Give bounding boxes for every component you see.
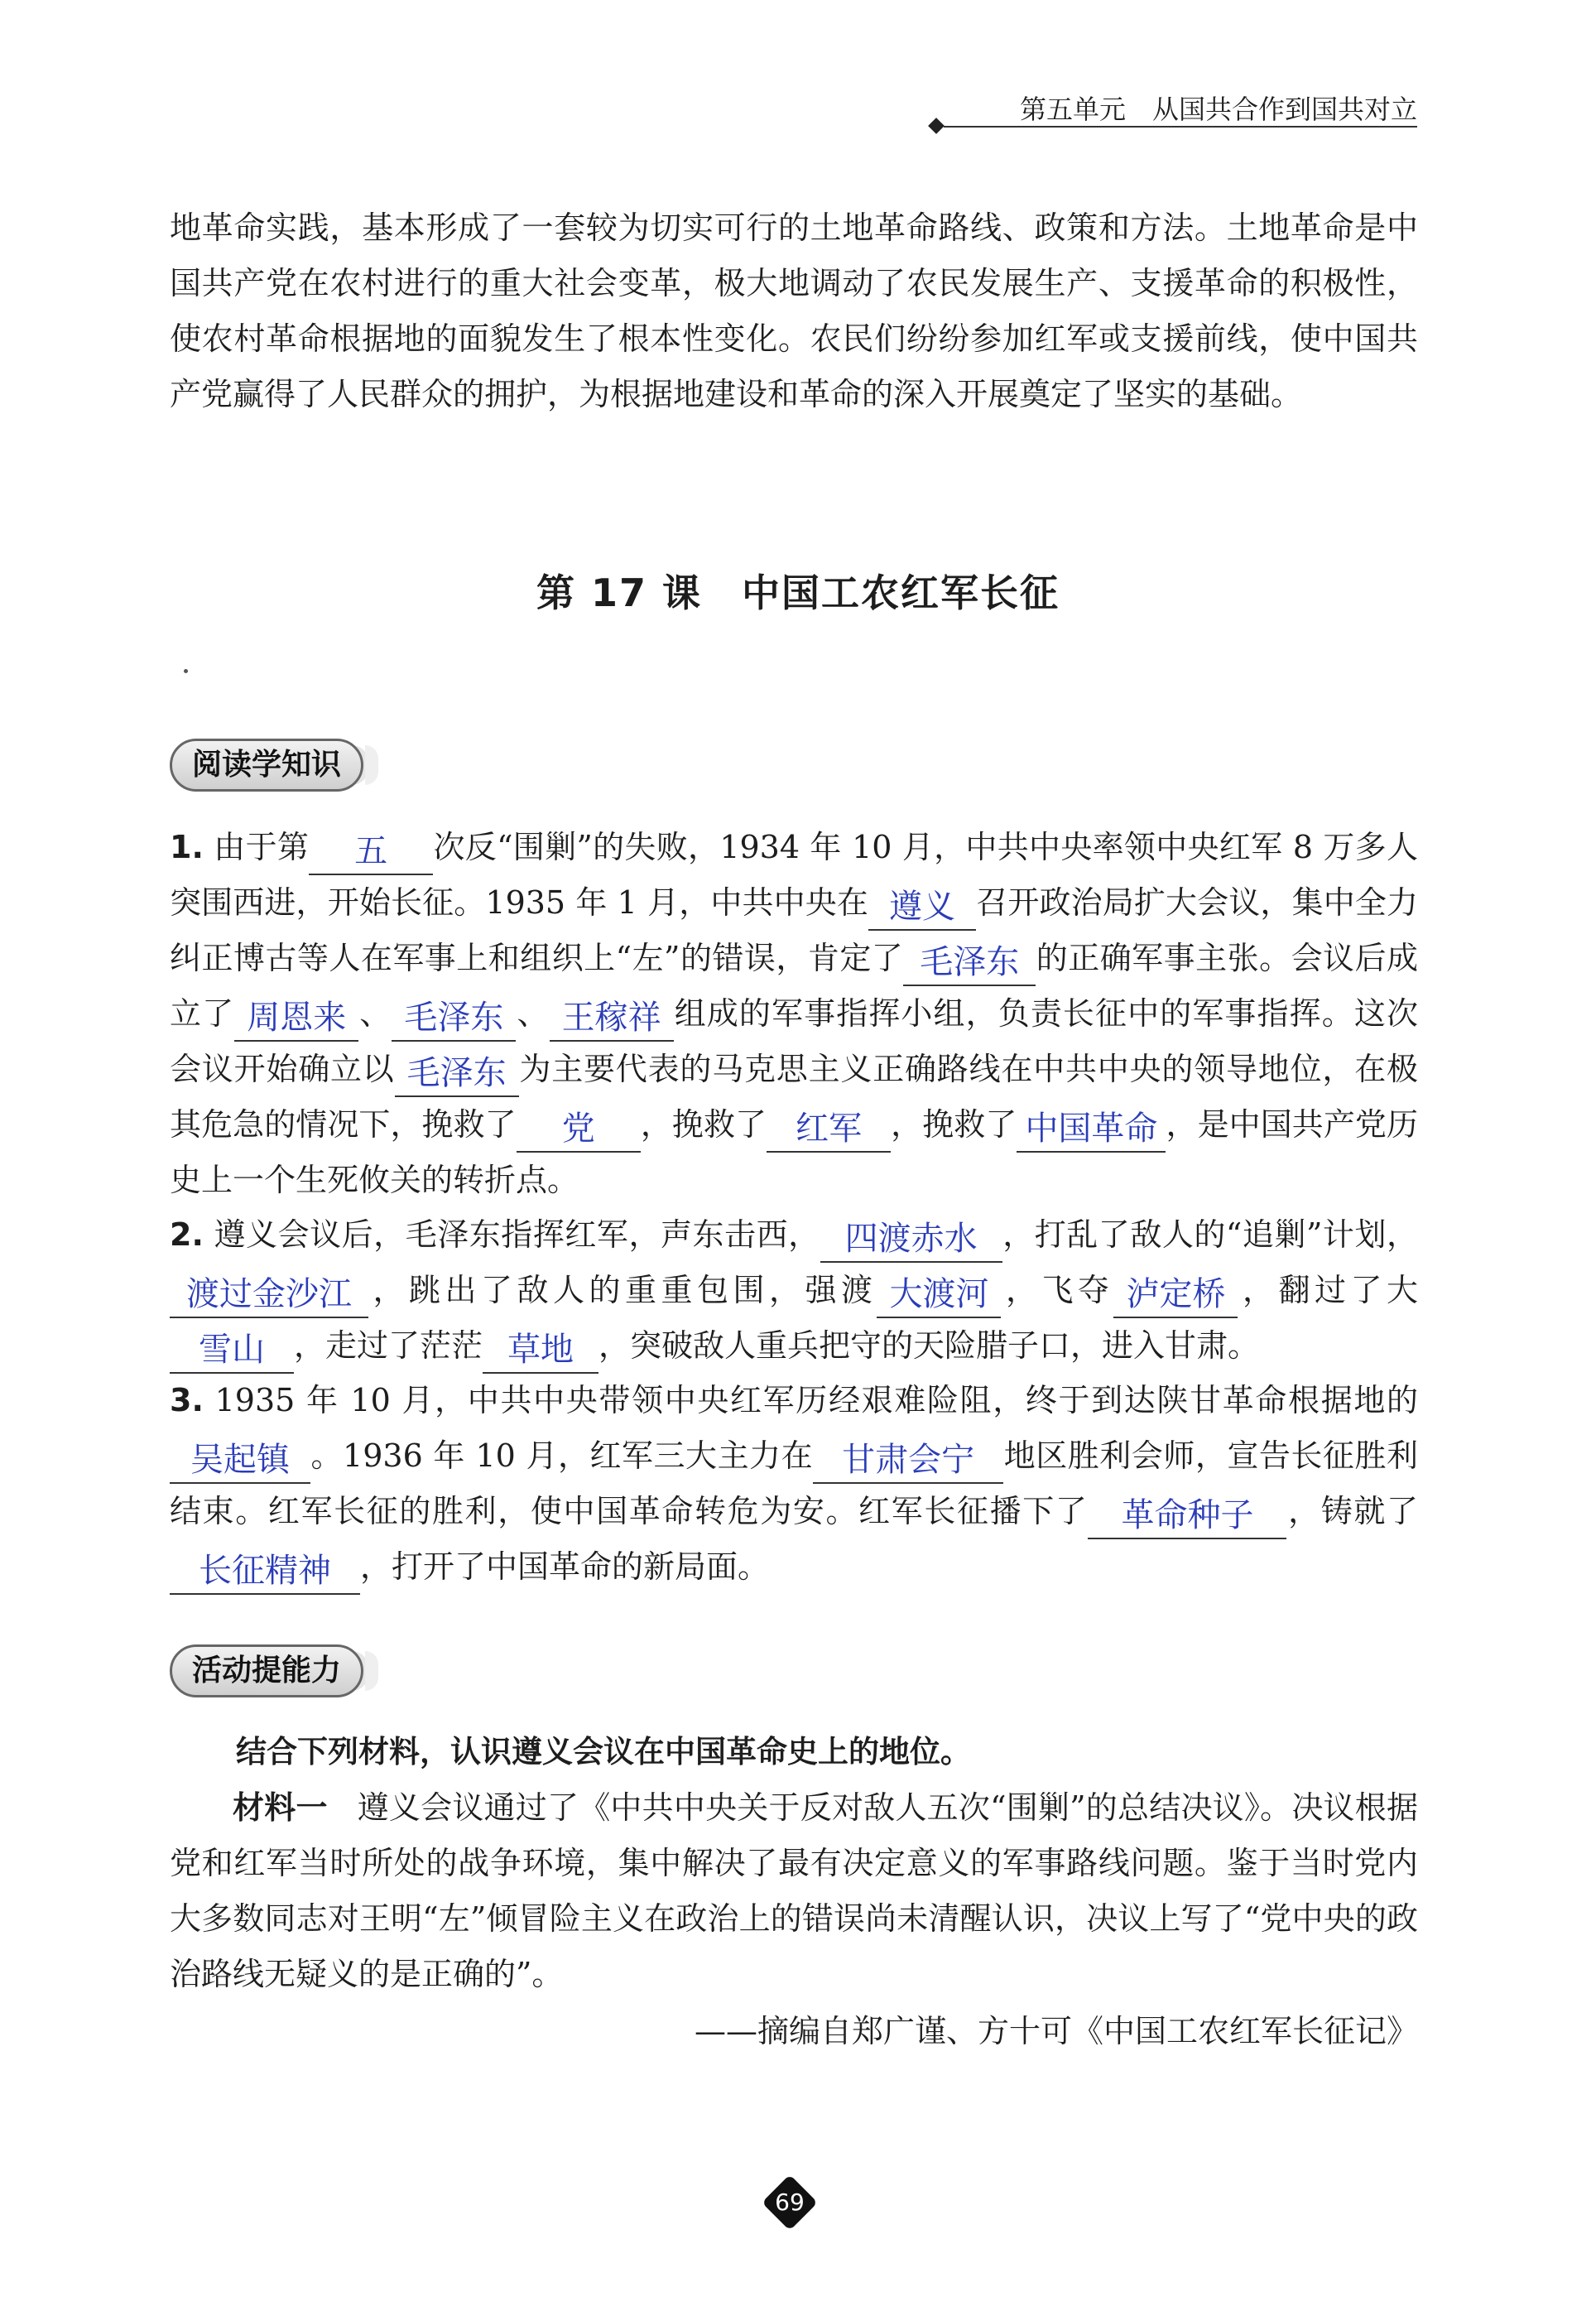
answer-blank[interactable] xyxy=(170,1331,294,1374)
material-source: ——摘编自郑广谨、方十可《中国工农红军长征记》 xyxy=(694,2013,1418,2049)
answer-blank[interactable] xyxy=(170,1441,310,1484)
answer-text: 毛泽东 xyxy=(404,999,504,1037)
question-text: ，翻过了大 xyxy=(1238,1272,1418,1308)
answer-text: 毛泽东 xyxy=(920,943,1020,981)
answer-blank[interactable] xyxy=(517,1110,641,1153)
question-1 xyxy=(170,820,1418,1208)
question-3 xyxy=(170,1373,1418,1595)
question-number: 2. xyxy=(170,1216,204,1253)
material-1 xyxy=(170,1780,1418,2002)
page-number: 69 xyxy=(775,2188,805,2216)
answer-blank[interactable] xyxy=(903,943,1036,986)
section-badge-reading xyxy=(170,739,418,792)
answer-text: 泸定桥 xyxy=(1126,1275,1226,1313)
section-badge-label: 活动提能力 xyxy=(170,1644,363,1697)
answer-text: 渡过金沙江 xyxy=(186,1275,352,1313)
badge-tail-2 xyxy=(365,1651,378,1691)
answer-text: 毛泽东 xyxy=(406,1054,507,1092)
answer-blank[interactable] xyxy=(767,1110,891,1153)
question-text: ，是中国共产党历史上一个生死攸关的转折点。 xyxy=(170,1106,1418,1198)
question-text: 、 xyxy=(516,995,550,1032)
header-rule xyxy=(944,126,1417,128)
answer-blank[interactable] xyxy=(1088,1496,1286,1539)
question-text: ，打乱了敌人的“追剿”计划， xyxy=(1002,1216,1418,1253)
answer-blank[interactable] xyxy=(813,1441,1003,1484)
question-text: ，打开了中国革命的新局面。 xyxy=(360,1548,770,1585)
answer-blank[interactable] xyxy=(877,1275,1001,1318)
answer-text: 中国革命 xyxy=(1025,1110,1158,1148)
question-text: 、 xyxy=(358,995,392,1032)
answer-text: 甘肃会宁 xyxy=(842,1441,975,1479)
answer-text: 四渡赤水 xyxy=(844,1220,978,1258)
running-header: 第五单元 从国共合作到国共对立 xyxy=(1019,94,1417,125)
answer-blank[interactable] xyxy=(309,832,433,875)
question-text: ，突破敌人重兵把守的天险腊子口，进入甘肃。 xyxy=(598,1327,1260,1364)
question-text: ，铸就了 xyxy=(1286,1493,1418,1529)
answer-text: 党 xyxy=(561,1110,595,1148)
section-badge-label: 阅读学知识 xyxy=(170,739,363,792)
question-text: ，走过了茫茫 xyxy=(294,1327,483,1364)
answer-blank[interactable] xyxy=(1113,1275,1238,1318)
question-text: 由于第 xyxy=(203,829,310,865)
answer-blank[interactable] xyxy=(392,999,516,1042)
answer-blank[interactable] xyxy=(170,1552,360,1595)
question-text: 1935 年 10 月，中共中央带领中央红军历经艰难险阻，终于到达陕甘革命根据地的 xyxy=(203,1382,1418,1418)
section-badge-activity xyxy=(170,1644,418,1697)
question-text: 地区胜利会师，宣告长征胜利结束。红军长征的胜利，使中国革命转危为安。红军长征播下了 xyxy=(170,1437,1418,1529)
answer-blank[interactable] xyxy=(395,1054,519,1097)
material-text: 遵义会议通过了《中共中央关于反对敌人五次“围剿”的总结决议》。决议根据党和红军当时所处的战争环境，集中解决了最有决定意义的军事路线问题。鉴于当时党内大多数同志对王明“左”倾冒险主义在政治上的错误尚未清醒认识，决议上写了“党中央的政治路线无疑义的是正确的”。 xyxy=(170,1789,1418,1992)
question-text: 遵义会议后，毛泽东指挥红军，声东击西， xyxy=(203,1216,820,1253)
question-number: 3. xyxy=(170,1382,204,1418)
material-label: 材料一 xyxy=(233,1789,328,1826)
question-text: 的正确军事主张。会议后成立了 xyxy=(170,940,1418,1032)
answer-text: 革命种子 xyxy=(1121,1496,1254,1534)
question-text: ，挽救了 xyxy=(640,1106,767,1143)
question-text: ，跳出了敌人的重重包围，强渡 xyxy=(368,1272,877,1308)
page-number-badge xyxy=(763,2176,816,2229)
badge-tail-2 xyxy=(365,745,378,785)
question-text: 组成的军事指挥小组，负责长征中的军事指挥。这次会议开始确立以 xyxy=(170,995,1418,1087)
answer-text: 长征精神 xyxy=(199,1552,331,1590)
answer-text: 草地 xyxy=(507,1331,574,1369)
answer-blank[interactable] xyxy=(234,999,358,1042)
question-text: 为主要代表的马克思主义正确路线在中共中央的领导地位，在极其危急的情况下，挽救了 xyxy=(170,1051,1418,1143)
answer-blank[interactable] xyxy=(550,999,674,1042)
question-text: ，飞夺 xyxy=(1001,1272,1114,1308)
answer-blank[interactable] xyxy=(868,888,976,931)
question-number: 1. xyxy=(170,829,204,865)
answer-text: 红军 xyxy=(796,1110,863,1148)
answer-blank[interactable] xyxy=(483,1331,598,1374)
question-2 xyxy=(170,1207,1418,1374)
task-prompt: 结合下列材料，认识遵义会议在中国革命史上的地位。 xyxy=(236,1734,971,1770)
answer-text: 雪山 xyxy=(199,1331,265,1369)
lesson-title: 第 17 课 中国工农红军长征 xyxy=(536,571,1060,615)
answer-text: 遵义 xyxy=(889,888,956,926)
answer-text: 五 xyxy=(354,832,388,870)
answer-text: 周恩来 xyxy=(247,999,347,1037)
intro-paragraph: 地革命实践，基本形成了一套较为切实可行的土地革命路线、政策和方法。土地革命是中国共产党在农村进行的重大社会变革，极大地调动了农民发展生产、支援革命的积极性，使农村革命根据地的面貌发生了根本性变化。农民们纷纷参加红军或支援前线，使中国共产党赢得了人民群众的拥护，为根据地建设和革命的深入开展奠定了坚实的基础。 xyxy=(170,209,1418,412)
question-text: 。1936 年 10 月，红军三大主力在 xyxy=(310,1437,814,1474)
question-text: 次反“围剿”的失败，1934 年 10 月，中共中央率领中央红军 8 万多人突围西进，开始长征。1935 年 1 月，中共中央在 xyxy=(170,829,1418,921)
answer-blank[interactable] xyxy=(1017,1110,1166,1153)
question-text: 召开政治局扩大会议，集中全力纠正博古等人在军事上和组织上“左”的错误，肯定了 xyxy=(170,884,1418,976)
answer-text: 王稼祥 xyxy=(561,999,661,1037)
question-text: ，挽救了 xyxy=(891,1106,1017,1143)
stray-dot xyxy=(184,669,188,673)
answer-text: 大渡河 xyxy=(889,1275,989,1313)
answer-blank[interactable] xyxy=(820,1220,1002,1263)
answer-text: 吴起镇 xyxy=(190,1441,290,1479)
answer-blank[interactable] xyxy=(170,1275,368,1318)
